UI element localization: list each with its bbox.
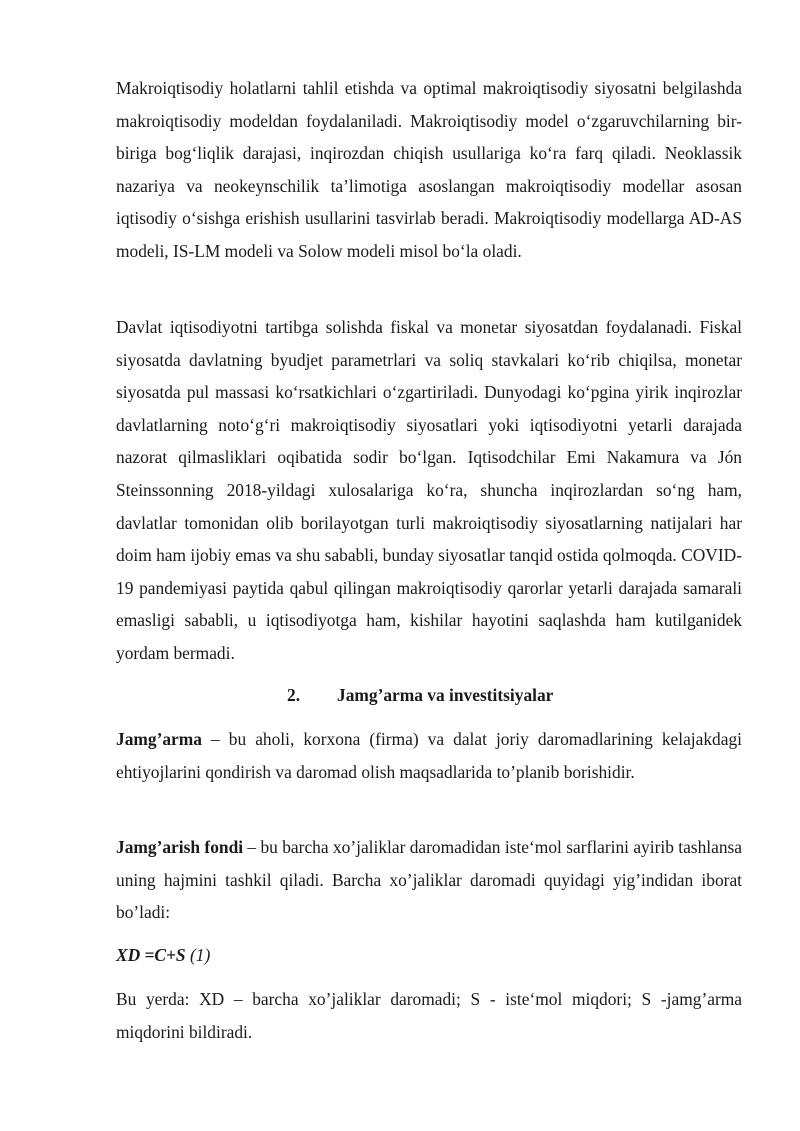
section-title: Jamg’arma va investitsiyalar: [337, 685, 554, 705]
formula-expression: XD =C+S: [116, 945, 186, 965]
formula-label: (1): [185, 945, 211, 965]
paragraph-fiscal-monetary-policy: Davlat iqtisodiyotni tartibga solishda fiskal va monetar siyosatdan foydalanadi. Fiskal siyosatda davlatning byudjet parametrlari va soliq stavkalari ko‘rib chiqilsa, monetar siyosatda pul massasi ko‘rsatkichlari o‘zgartiriladi. Dunyodagi ko‘pgina yirik inqirozlar davlatlarning noto‘g‘ri makroiqtisodiy siyosatlari yoki iqtisodiyotni yetarli darajada nazorat qilmasliklari oqibatida sodir bo‘lgan. Iqtisodchilar Emi Nakamura va Jón Steinssonning 2018-yildagi xulosalariga ko‘ra, shuncha inqirozlardan so‘ng ham, davlatlar tomonidan olib borilayotgan turli makroiqtisodiy siyosatlarning natijalari har doim ham ijobiy emas va shu sababli, bunday siyosatlar tanqid ostida qolmoqda. COVID-19 pandemiyasi paytida qabul qilingan makroiqtisodiy qarorlar yetarli darajada samarali emasligi sababli, u iqtisodiyotga ham, kishilar hayotini saqlashda ham kutilganidek yordam bermadi.: [116, 317, 742, 663]
definition-text: – bu aholi, korxona (firma) va dalat joriy daromadlarining kelajakdagi ehtiyojlarini qondirish va daromad olish maqsadlarida to’planib borishidir.: [116, 729, 742, 782]
formula: [116, 939, 742, 972]
definition-text: – bu barcha xo’jaliklar daromadidan iste‘mol sarflarini ayirib tashlansa uning hajmini tashkil qiladi. Barcha xo’jaliklar daromadi quyidagi yig’indidan iborat bo’ladi:: [116, 837, 743, 923]
definition-savings-fund: [116, 831, 742, 929]
paragraph-macro-models: Makroiqtisodiy holatlarni tahlil etishda va optimal makroiqtisodiy siyosatni belgilashda makroiqtisodiy modeldan foydalaniladi. Makroiqtisodiy model o‘zgaruvchilarning bir-biriga bog‘liqlik darajasi, inqirozdan chiqish usullariga ko‘ra farq qiladi. Neoklassik nazariya va neokeynschilik ta’limotiga asoslangan makroiqtisodiy modellar asosan iqtisodiy o‘sishga erishish usullarini tasvirlab beradi. Makroiqtisodiy modellarga AD-AS modeli, IS-LM modeli va Solow modeli misol bo‘la oladi.: [116, 78, 742, 261]
definition-term: Jamg’arma: [116, 729, 202, 749]
definition-savings: [116, 723, 742, 788]
definition-term: Jamg’arish fondi: [116, 837, 244, 857]
section-number: 2.: [287, 685, 301, 705]
formula-explanation: Bu yerda: XD – barcha xo’jaliklar daromadi; S - iste‘mol miqdori; S -jamg’arma miqdorini bildiradi.: [116, 989, 742, 1042]
